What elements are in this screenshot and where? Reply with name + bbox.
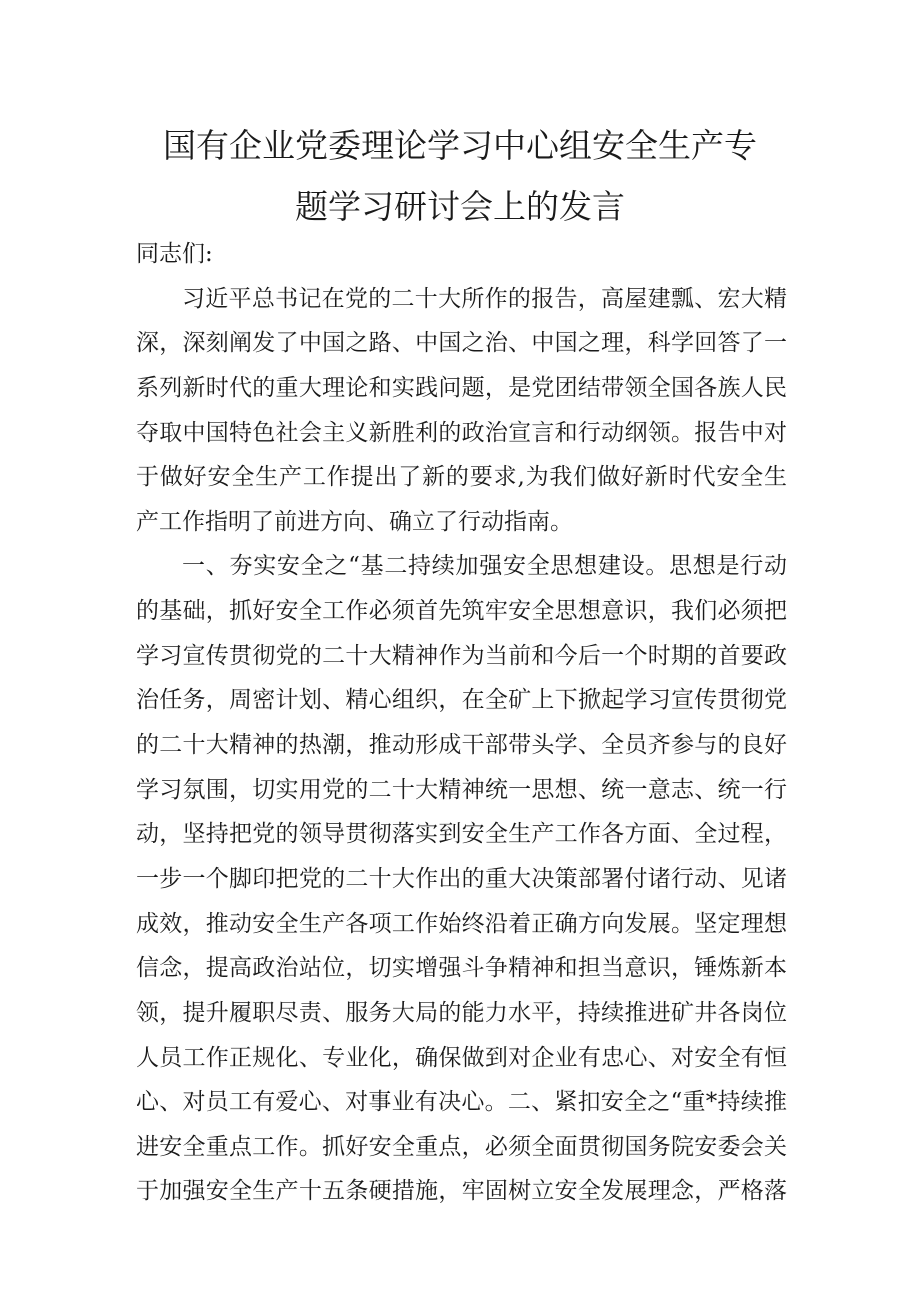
- document-title-line-2: 题学习研讨会上的发言: [295, 187, 625, 226]
- body-line-11: 的二十大精神的热潮，推动形成干部带头学、全员齐参与的良好: [136, 732, 787, 759]
- document-title-line-1: 国有企业党委理论学习中心组安全生产专: [163, 126, 757, 165]
- body-line-16: 信念，提高政治站位，切实增强斗争精神和担当意识，锤炼新本: [136, 955, 787, 982]
- body-line-08: 的基础，抓好安全工作必须首先筑牢安全思想意识，我们必须把: [136, 598, 787, 625]
- body-line-21: 于加强安全生产十五条硬措施，牢固树立安全发展理念，严格落: [136, 1178, 787, 1205]
- body-line-03: 系列新时代的重大理论和实践问题，是党团结带领全国各族人民: [136, 374, 787, 401]
- body-line-01: 习近平总书记在党的二十大所作的报告，高屋建瓢、宏大精: [182, 285, 787, 312]
- body-line-02: 深，深刻阐发了中国之路、中国之治、中国之理，科学回答了一: [136, 330, 787, 357]
- body-line-17: 领，提升履职尽责、服务大局的能力水平，持续推进矿井各岗位: [136, 999, 787, 1026]
- body-line-14: 一步一个脚印把党的二十大作出的重大决策部署付诸行动、见诸: [136, 865, 787, 892]
- body-line-10: 治任务，周密计划、精心组织，在全矿上下掀起学习宣传贯彻党: [136, 687, 787, 714]
- body-line-09: 学习宣传贯彻党的二十大精神作为当前和今后一个时期的首要政: [136, 642, 787, 669]
- body-line-15: 成效，推动安全生产各项工作始终沿着正确方向发展。坚定理想: [136, 910, 787, 937]
- body-line-07: 一、夯实安全之“基二持续加强安全思想建设。思想是行动: [182, 553, 787, 580]
- document-body: [136, 232, 787, 1214]
- body-line-06: 产工作指明了前进方向、确立了行动指南。: [136, 508, 573, 535]
- body-line-05: 于做好安全生产工作提出了新的要求,为我们做好新时代安全生: [136, 464, 787, 491]
- body-line-19: 心、对员工有爱心、对事业有决心。二、紧扣安全之“重*持续推: [136, 1089, 787, 1116]
- body-line-18: 人员工作正规化、专业化，确保做到对企业有忠心、对安全有恒: [136, 1044, 787, 1071]
- body-line-12: 学习氛围，切实用党的二十大精神统一思想、统一意志、统一行: [136, 776, 787, 803]
- salutation: 同志们:: [136, 241, 213, 267]
- body-line-04: 夺取中国特色社会主义新胜利的政治宣言和行动纲领。报告中对: [136, 419, 787, 446]
- body-line-20: 进安全重点工作。抓好安全重点，必须全面贯彻国务院安委会关: [136, 1133, 787, 1160]
- body-line-13: 动，坚持把党的领导贯彻落实到安全生产工作各方面、全过程，: [136, 821, 787, 848]
